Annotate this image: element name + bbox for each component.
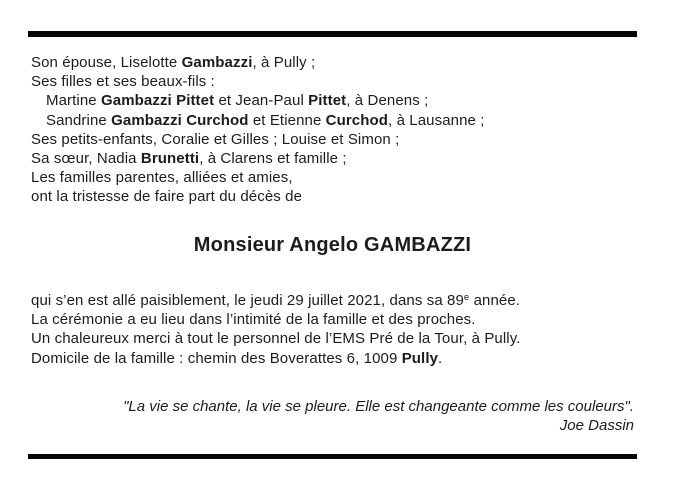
notice-line: qui s’en est allé paisiblement, le jeudi 29 juillet 2021, dans sa 89e année. [31,292,521,309]
notice-line: Son épouse, Liselotte Gambazzi, à Pully ; [31,54,316,71]
top-rule [28,31,637,37]
notice-line: Sandrine Gambazzi Curchod et Etienne Curchod, à Lausanne ; [46,111,485,129]
notice-line: ont la tristesse de faire part du décès de [31,188,303,206]
notice-line: La cérémonie a eu lieu dans l’intimité de la famille et des proches. [31,311,476,329]
notice-line: Domicile de la famille : chemin des Boverattes 6, 1009 Pully. [31,349,443,367]
notice-line: Un chaleureux merci à tout le personnel de l’EMS Pré de la Tour, à Pully. [31,330,521,348]
notice-line: Ses petits-enfants, Coralie et Gilles ; Louise et Simon ; [31,130,400,148]
notice-line: Ses filles et ses beaux-fils : [31,73,215,91]
family-block [31,53,637,207]
bottom-rule [28,454,637,459]
announcement-block [31,291,637,368]
notice-line: Martine Gambazzi Pittet et Jean-Paul Pittet, à Denens ; [46,92,429,110]
quote-author: Joe Dassin [559,417,634,435]
quote-block [31,397,634,435]
deceased-name-title: Monsieur Angelo GAMBAZZI [193,234,472,256]
notice-line: Sa sœur, Nadia Brunetti, à Clarens et famille ; [31,150,347,168]
notice-line: Les familles parentes, alliées et amies, [31,169,293,187]
quote-text: "La vie se chante, la vie se pleure. Elle est changeante comme les couleurs". [123,398,634,415]
